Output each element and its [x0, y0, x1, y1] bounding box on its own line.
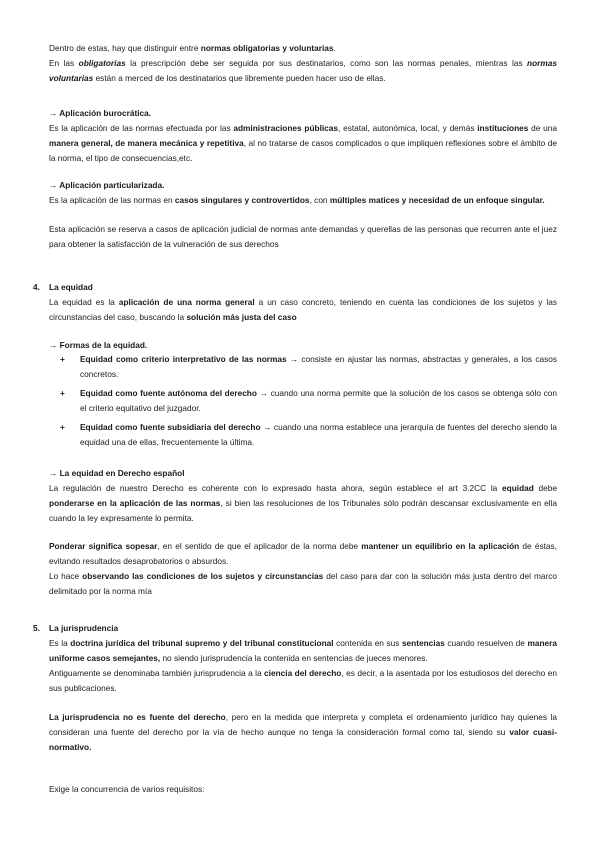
- bold-run: valor cuasi-normativo.: [49, 727, 557, 752]
- text-run: , pero en la medida que interpreta y completa el ordenamiento jurídico hay quienes la consideran una fuente del derecho por la vía de hecho aunque no tenga la consideración formal como tal, siendo su: [49, 712, 557, 737]
- bold-run: ponderarse en la aplicación de las normas: [49, 498, 221, 508]
- bold-run: manera uniforme casos semejantes,: [49, 638, 557, 663]
- bold-run: Equidad como fuente autónoma del derecho: [80, 388, 257, 398]
- text-run: → consiste en ajustar las normas, abstractas y generales, a los casos concretos.: [80, 354, 557, 379]
- text-run: Es la: [49, 638, 71, 648]
- equidad-paragraph: [49, 295, 557, 325]
- bold-run: normas obligatorias y voluntarias: [200, 43, 334, 53]
- bold-run: casos singulares y controvertidos: [174, 195, 310, 205]
- text-run: , si bien las resoluciones de los Tribunales sólo podrán descansar exclusivamente en ella cuando la ley expresamente lo permita.: [49, 498, 557, 523]
- jurisprudencia-paragraph-3: [49, 710, 557, 755]
- text-run: del caso para dar con la solución más justa dentro del marco delimitado por la norma mía: [49, 571, 558, 596]
- bold-italic-run: normas voluntarias: [49, 58, 558, 83]
- bold-run: Ponderar significa sopesar: [49, 541, 158, 551]
- section-number: 4.: [33, 282, 40, 292]
- text-run: cuando resuelven de: [444, 638, 528, 648]
- jurisprudencia-paragraph-2: [49, 666, 557, 696]
- text-run: contenida en sus: [333, 638, 402, 648]
- text-run: Dentro de estas, hay que distinguir entre: [49, 43, 201, 53]
- text-run: debe: [533, 483, 558, 493]
- text-run: Antiguamente se denominaba también jurisprudencia a la: [49, 668, 265, 678]
- requisitos-line: Exige la concurrencia de varios requisitos:: [49, 784, 205, 794]
- text-run: , estatal, autonómica, local, y demás: [338, 123, 478, 133]
- burocratica-paragraph: [49, 121, 557, 166]
- bold-run: sentencias: [401, 638, 445, 648]
- bullet-item-3: [80, 420, 557, 450]
- bold-run: Equidad como fuente subsidiaria del derecho: [80, 422, 261, 432]
- jurisprudencia-paragraph-1: [49, 636, 557, 666]
- text-run: Lo hace: [49, 571, 83, 581]
- text-run: de éstas, evitando resultados desaprobatorios o absurdos.: [49, 541, 557, 566]
- text-run: .: [333, 43, 336, 53]
- bold-run: administraciones públicas: [233, 123, 339, 133]
- text-run: La equidad es la: [49, 297, 119, 307]
- bold-run: ciencia del derecho: [264, 668, 342, 678]
- text-run: Es la aplicación de las normas efectuada por las: [49, 123, 234, 133]
- text-run: no siendo jurisprudencia la contenida en sentencias de jueces menores.: [160, 653, 428, 663]
- text-run: → cuando una norma establece una jerarquía de fuentes del derecho siendo la equidad una de ellas, frecuentemente la última.: [80, 422, 558, 447]
- burocratica-heading: → Aplicación burocrática.: [49, 108, 152, 118]
- intro-paragraph: [49, 41, 557, 86]
- bullet-marker: +: [60, 388, 65, 398]
- text-run: → cuando una norma permite que la solución de los casos se obtenga sólo con el criterio equitativo del juzgador.: [80, 388, 557, 413]
- bold-run: instituciones: [477, 123, 529, 133]
- bold-run: mantener un equilibrio en la aplicación: [361, 541, 520, 551]
- text-run: , al no tratarse de casos complicados o que impliquen reflexiones sobre el ámbito de la norma, el tipo de consecuencias,etc.: [49, 138, 557, 163]
- text-run: de una: [528, 123, 557, 133]
- text-run: , en el sentido de que el aplicador de la norma debe: [157, 541, 362, 551]
- text-run: están a merced de los destinatarios que libremente pueden hacer uso de ellas.: [93, 73, 386, 83]
- equidad-title: La equidad: [49, 282, 93, 292]
- bold-run: doctrina jurídica del tribunal supremo y del tribunal constitucional: [70, 638, 334, 648]
- text-run: En las: [49, 58, 79, 68]
- text-run: Es la aplicación de las normas en: [49, 195, 175, 205]
- text-run: , es decir, a la asentada por los estudiosos del derecho en sus publicaciones.: [49, 668, 557, 693]
- observando-paragraph: [49, 569, 557, 599]
- particularizada-paragraph-2: Esta aplicación se reserva a casos de aplicación judicial de normas ante demandas y querellas de las personas que recurren ante el juez para obtener la satisfacción de la vulneración de sus derechos: [49, 224, 557, 249]
- bold-run: observando las condiciones de los sujetos y circunstancias: [82, 571, 324, 581]
- ponderar-paragraph: [49, 539, 557, 569]
- bold-run: La jurisprudencia no es fuente del derecho: [49, 712, 226, 722]
- bullet-marker: +: [60, 354, 65, 364]
- text-run: La regulación de nuestro Derecho es coherente con lo expresado hasta ahora, según establece el art 3.2CC la: [49, 483, 503, 493]
- text-run: a un caso concreto, teniendo en cuenta las condiciones de los sujetos y las circunstancias del caso, buscando la: [49, 297, 558, 322]
- bold-italic-run: obligatorias: [78, 58, 126, 68]
- bold-run: Equidad como criterio interpretativo de las normas: [80, 354, 287, 364]
- text-run: la prescripción debe ser seguida por sus destinatarios, como son las normas penales, mientras las: [125, 58, 528, 68]
- espanol-heading: → La equidad en Derecho español: [49, 468, 185, 478]
- bold-run: equidad: [502, 483, 534, 493]
- jurisprudencia-title: La jurisprudencia: [49, 623, 119, 633]
- bullet-item-1: [80, 352, 557, 382]
- bullet-item-2: [80, 386, 557, 416]
- bullet-marker: +: [60, 422, 65, 432]
- particularizada-heading: → Aplicación particularizada.: [49, 180, 165, 190]
- bold-run: manera general, de manera mecánica y repetitiva: [49, 138, 244, 148]
- section-number: 5.: [33, 623, 40, 633]
- text-run: , con: [309, 195, 330, 205]
- bold-run: solución más justa del caso: [186, 312, 297, 322]
- bold-run: múltiples matices y necesidad de un enfoque singular.: [329, 195, 545, 205]
- bold-run: aplicación de una norma general: [118, 297, 255, 307]
- formas-heading: → Formas de la equidad.: [49, 340, 148, 350]
- particularizada-paragraph-1: [49, 193, 557, 208]
- espanol-paragraph: [49, 481, 557, 526]
